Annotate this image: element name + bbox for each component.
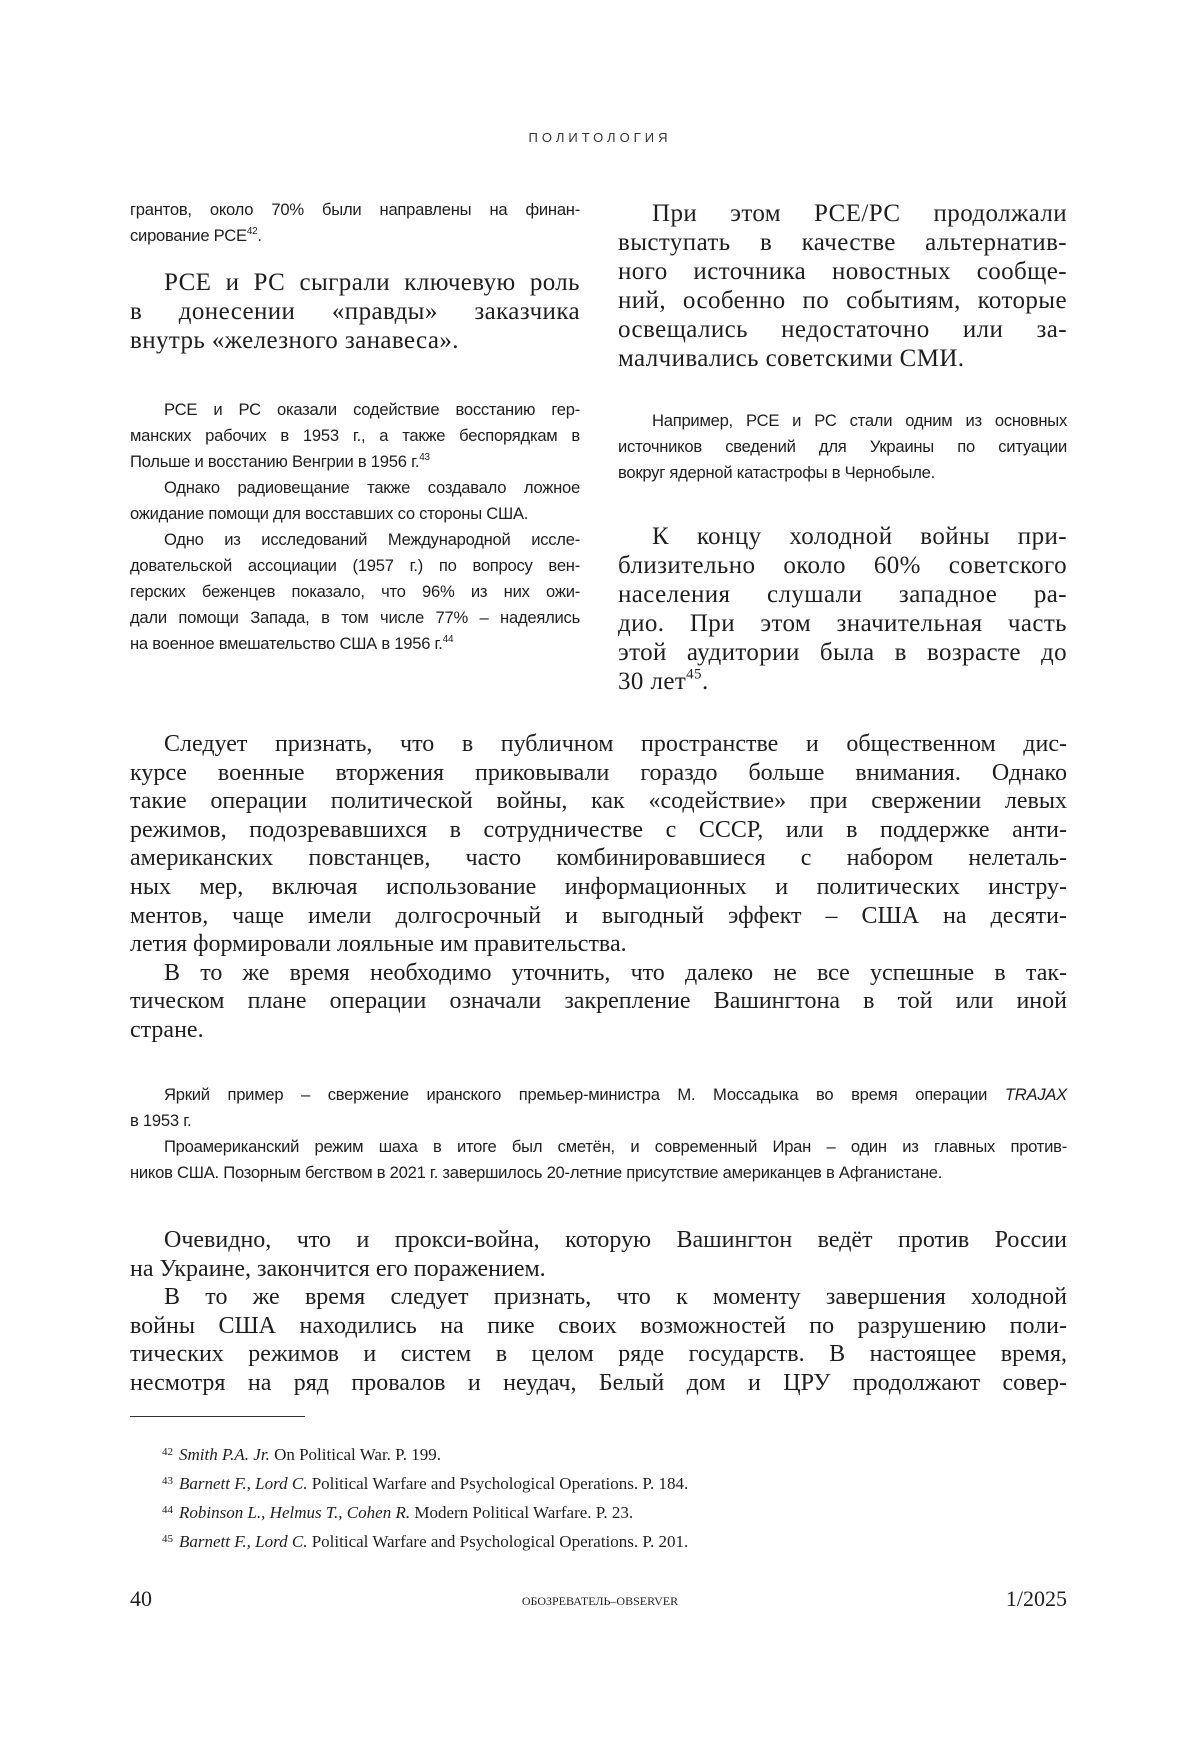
left-small-paragraph xyxy=(130,397,580,475)
line-tail: . xyxy=(257,226,261,245)
text-line xyxy=(130,902,1067,931)
footnote-author: Smith P.A. Jr. xyxy=(179,1445,270,1464)
line-text: довательской ассоциации (1957 г.) по вопросу вен- xyxy=(130,556,580,575)
text-line xyxy=(130,1134,1067,1160)
footnotes xyxy=(130,1439,1030,1555)
footnote-divider xyxy=(130,1416,305,1417)
footnote-author: Barnett F., Lord C. xyxy=(179,1532,307,1551)
line-text: на Украине, закончится его поражением. xyxy=(130,1256,546,1282)
text-line xyxy=(618,609,1067,638)
text-line xyxy=(130,527,580,553)
line-text: ментов, чаще имели долгосрочный и выгодный эффект – США на десяти- xyxy=(130,903,1067,929)
line-text: внутрь «железного занавеса». xyxy=(130,327,459,354)
left-paragraph xyxy=(130,197,580,249)
left-pull-quote xyxy=(130,268,580,355)
body-paragraph xyxy=(130,1226,1067,1283)
text-line xyxy=(130,1226,1067,1255)
text-line xyxy=(618,408,1067,434)
footnote-author: Barnett F., Lord C. xyxy=(179,1474,307,1493)
text-line xyxy=(130,1283,1067,1312)
small-paragraph xyxy=(130,1134,1067,1186)
text-line xyxy=(130,553,580,579)
footnote-number: 43 xyxy=(162,1475,173,1487)
line-text: выступать в качестве альтернатив- xyxy=(618,229,1067,256)
line-text: в донесении «правды» заказчика xyxy=(130,298,580,325)
issue-number: 1/2025 xyxy=(1006,1586,1067,1612)
line-text: населения слушали западное ра- xyxy=(618,581,1067,608)
line-text: ников США. Позорным бегством в 2021 г. завершилось 20-летние присутствие американцев в Афганистане. xyxy=(130,1163,942,1182)
footnote-ref: 43 xyxy=(419,452,430,463)
footnote-ref: 44 xyxy=(443,634,454,645)
line-text: режимов, подозревавшихся в сотрудничестве с СССР, или в поддержке анти- xyxy=(130,817,1067,843)
line-tail: . xyxy=(702,668,709,695)
line-text: малчивались советскими СМИ. xyxy=(618,345,964,372)
text-line xyxy=(130,197,580,223)
text-line xyxy=(618,580,1067,609)
text-line xyxy=(130,1340,1067,1369)
line-text: стране. xyxy=(130,1017,204,1043)
line-text: В то же время необходимо уточнить, что далеко не все успешные в так- xyxy=(164,960,1067,986)
footnote-number: 42 xyxy=(162,1446,173,1458)
text-line xyxy=(130,475,580,501)
running-header: ПОЛИТОЛОГИЯ xyxy=(0,130,1200,145)
footnote-number: 44 xyxy=(162,1504,173,1516)
line-text: тическом плане операции означали закрепление Вашингтона в той или иной xyxy=(130,988,1067,1014)
line-text: манских рабочих в 1953 г., а также беспорядкам в xyxy=(130,426,580,445)
footnote-number: 45 xyxy=(162,1533,173,1545)
body-block xyxy=(130,1226,1067,1398)
line-text: источников сведений для Украины по ситуации xyxy=(618,437,1067,456)
text-line xyxy=(130,223,580,249)
footnote-text: Modern Political Warfare. P. 23. xyxy=(410,1503,633,1522)
text-line xyxy=(130,1312,1067,1341)
text-line xyxy=(618,434,1067,460)
small-block xyxy=(130,1082,1067,1186)
line-text: Следует признать, что в публичном пространстве и общественном дис- xyxy=(164,731,1067,757)
body-block xyxy=(130,730,1067,1045)
line-text: вокруг ядерной катастрофы в Чернобыле. xyxy=(618,463,935,482)
journal-name: ОБОЗРЕВАТЕЛЬ–OBSERVER xyxy=(0,1594,1200,1609)
line-text: Однако радиовещание также создавало ложное xyxy=(164,478,580,497)
line-text: 30 лет xyxy=(618,668,686,695)
footnote xyxy=(130,1468,1030,1497)
footnote-text: On Political War. P. 199. xyxy=(270,1445,441,1464)
text-line xyxy=(130,1108,1067,1134)
text-line xyxy=(618,228,1067,257)
text-line xyxy=(130,844,1067,873)
left-small-paragraph xyxy=(130,527,580,657)
text-line xyxy=(618,257,1067,286)
text-line xyxy=(618,315,1067,344)
italic-term: TRAJAX xyxy=(1005,1085,1067,1104)
line-text: летия формировали лояльные им правительства. xyxy=(130,931,627,957)
footnote xyxy=(130,1497,1030,1526)
footnote-text: Political Warfare and Psychological Operations. P. 201. xyxy=(307,1532,688,1551)
text-line xyxy=(130,605,580,631)
line-text: дио. При этом значительная часть xyxy=(618,610,1067,637)
line-text: близительно около 60% советского xyxy=(618,552,1067,579)
footnote xyxy=(130,1526,1030,1555)
line-text: Польше и восстанию Венгрии в 1956 г. xyxy=(130,452,419,471)
text-line xyxy=(130,501,580,527)
line-text: герских беженцев показало, что 96% из них ожи- xyxy=(130,582,580,601)
line-text: на военное вмешательство США в 1956 г. xyxy=(130,634,443,653)
line-text: такие операции политической войны, как «содействие» при свержении левых xyxy=(130,788,1067,814)
text-line xyxy=(130,397,580,423)
small-paragraph xyxy=(130,1082,1067,1134)
left-small-paragraph xyxy=(130,475,580,527)
text-line xyxy=(618,199,1067,228)
text-line xyxy=(130,987,1067,1016)
right-pull-quote xyxy=(618,199,1067,373)
line-text: сирование РСЕ xyxy=(130,226,247,245)
footnote-author: Robinson L., Helmus T., Cohen R. xyxy=(179,1503,410,1522)
line-text: американских повстанцев, часто комбинировавшиеся с набором нелеталь- xyxy=(130,845,1067,871)
line-text: В то же время следует признать, что к моменту завершения холодной xyxy=(164,1284,1067,1310)
text-line xyxy=(130,631,580,657)
line-text: ожидание помощи для восставших со стороны США. xyxy=(130,504,528,523)
line-text: Яркий пример – свержение иранского премьер-министра М. Моссадыка во время операции xyxy=(164,1085,1005,1104)
line-text: ного источника новостных сообще- xyxy=(618,258,1067,285)
text-line xyxy=(618,344,1067,373)
text-line xyxy=(130,1369,1067,1398)
footnote xyxy=(130,1439,1030,1468)
line-text: При этом РСЕ/РС продолжали xyxy=(652,200,1067,227)
line-text: РСЕ и РС сыграли ключевую роль xyxy=(164,269,580,296)
text-line xyxy=(130,959,1067,988)
line-text: грантов, около 70% были направлены на финан- xyxy=(130,200,580,219)
text-line xyxy=(130,1160,1067,1186)
body-paragraph xyxy=(130,730,1067,959)
text-line xyxy=(618,551,1067,580)
line-text: ных мер, включая использование информационных и политических инстру- xyxy=(130,874,1067,900)
text-line xyxy=(618,667,1067,696)
line-text: этой аудитории была в возрасте до xyxy=(618,639,1067,666)
line-text: Одно из исследований Международной иссле- xyxy=(164,530,580,549)
body-paragraph xyxy=(130,1283,1067,1397)
footnote-ref: 42 xyxy=(247,226,258,237)
footnote-ref: 45 xyxy=(686,667,702,683)
right-pull-quote xyxy=(618,522,1067,696)
text-line xyxy=(130,930,1067,959)
line-text: несмотря на ряд провалов и неудач, Белый дом и ЦРУ продолжают совер- xyxy=(130,1370,1067,1396)
line-text: К концу холодной войны при- xyxy=(652,523,1067,550)
text-line xyxy=(130,1016,1067,1045)
text-line xyxy=(130,787,1067,816)
text-line xyxy=(618,522,1067,551)
line-text: Проамериканский режим шаха в итоге был сметён, и современный Иран – один из главных против- xyxy=(164,1137,1067,1156)
text-line xyxy=(130,297,580,326)
text-line xyxy=(618,460,1067,486)
right-small-paragraph xyxy=(618,408,1067,486)
text-line xyxy=(130,816,1067,845)
text-line xyxy=(130,326,580,355)
footnote-text: Political Warfare and Psychological Operations. P. 184. xyxy=(307,1474,688,1493)
text-line xyxy=(130,1255,1067,1284)
text-line xyxy=(130,730,1067,759)
line-text: РСЕ и РС оказали содействие восстанию гер- xyxy=(164,400,580,419)
line-text: курсе военные вторжения приковывали гораздо больше внимания. Однако xyxy=(130,760,1067,786)
text-line xyxy=(130,1082,1067,1108)
text-line xyxy=(618,638,1067,667)
text-line xyxy=(130,759,1067,788)
line-text: дали помощи Запада, в том числе 77% – надеялись xyxy=(130,608,580,627)
line-text: освещались недостаточно или за- xyxy=(618,316,1067,343)
text-line xyxy=(130,423,580,449)
body-paragraph xyxy=(130,959,1067,1045)
line-text: в 1953 г. xyxy=(130,1111,191,1130)
text-line xyxy=(618,286,1067,315)
text-line xyxy=(130,873,1067,902)
text-line xyxy=(130,449,580,475)
line-text: тических режимов и систем в целом ряде государств. В настоящее время, xyxy=(130,1341,1067,1367)
text-line xyxy=(130,268,580,297)
line-text: ний, особенно по событиям, которые xyxy=(618,287,1067,314)
text-line xyxy=(130,579,580,605)
line-text: Очевидно, что и прокси-война, которую Вашингтон ведёт против России xyxy=(164,1227,1067,1253)
line-text: войны США находились на пике своих возможностей по разрушению поли- xyxy=(130,1313,1067,1339)
line-text: Например, РСЕ и РС стали одним из основных xyxy=(652,411,1067,430)
left-small-block xyxy=(130,397,580,657)
page-number: 40 xyxy=(130,1586,152,1612)
